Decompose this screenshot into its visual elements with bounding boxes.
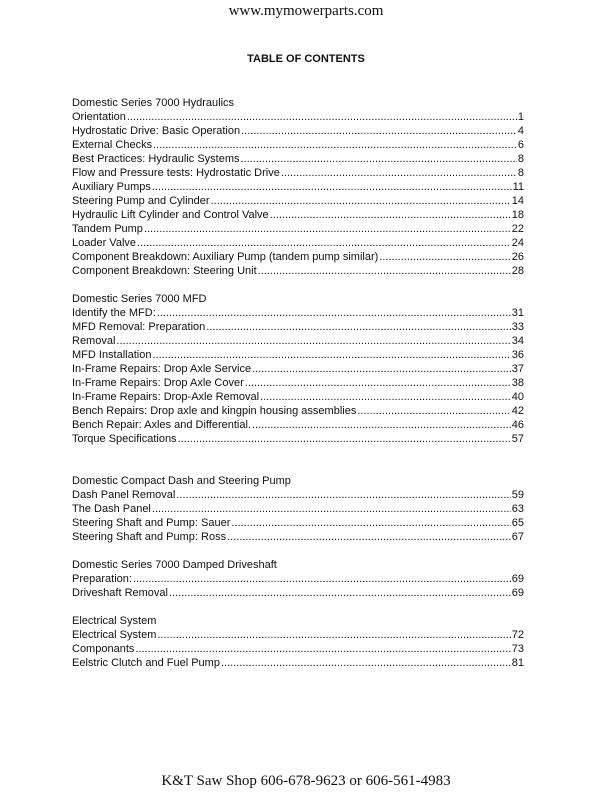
dot-leader: [152, 180, 512, 194]
dot-leader: [176, 488, 510, 502]
dot-leader: [245, 376, 511, 390]
dot-leader: [169, 586, 511, 600]
entry-page-number: 8: [517, 153, 524, 165]
entry-label: Eelstric Clutch and Fuel Pump: [72, 657, 220, 669]
entry-label: Driveshaft Removal: [72, 587, 168, 599]
entry-label: Dash Panel Removal: [72, 489, 176, 501]
entry-page-number: 14: [511, 195, 524, 207]
entry-label: External Checks: [72, 139, 153, 151]
toc-entry[interactable]: [72, 222, 524, 236]
entry-label: Bench Repairs: Drop axle and kingpin housing assemblies: [72, 405, 357, 417]
entry-label: Componants: [72, 643, 135, 655]
entry-page-number: 11: [512, 181, 524, 193]
entry-label: Steering Shaft and Pump: Sauer: [72, 517, 231, 529]
toc-entry[interactable]: [72, 642, 524, 656]
dot-leader: [153, 138, 517, 152]
toc-section-driveshaft: [72, 558, 524, 600]
entry-label: Flow and Pressure tests: Hydrostatic Drive: [72, 167, 280, 179]
entry-label: Identify the MFD:: [72, 307, 156, 319]
entry-label: Steering Shaft and Pump: Ross: [72, 531, 227, 543]
shop-contact-footer: K&T Saw Shop 606-678-9623 or 606-561-4983: [161, 773, 451, 789]
toc-entry[interactable]: [72, 530, 524, 544]
dot-leader: [152, 348, 510, 362]
entry-label: Orientation: [72, 111, 126, 123]
toc-entry[interactable]: [72, 208, 524, 222]
toc-entry[interactable]: [72, 404, 524, 418]
entry-label: Hydraulic Lift Cylinder and Control Valve: [72, 209, 269, 221]
entry-page-number: 24: [511, 237, 524, 249]
dot-leader: [144, 222, 511, 236]
entry-page-number: 22: [511, 223, 524, 235]
entry-page-number: 69: [511, 573, 524, 585]
toc-entry[interactable]: [72, 110, 524, 124]
toc-entry[interactable]: [72, 628, 524, 642]
entry-label: MFD Removal: Preparation: [72, 321, 206, 333]
entry-page-number: 59: [511, 489, 524, 501]
toc-entry[interactable]: [72, 320, 524, 334]
dot-leader: [211, 194, 511, 208]
entry-label: The Dash Panel: [72, 503, 151, 515]
toc-entry[interactable]: [72, 418, 524, 432]
entry-label: Component Breakdown: Steering Unit: [72, 265, 257, 277]
entry-label: Electrical System: [72, 629, 157, 641]
toc-entry[interactable]: [72, 362, 524, 376]
dot-leader: [137, 236, 511, 250]
entry-page-number: 38: [511, 377, 524, 389]
entry-page-number: 26: [511, 251, 524, 263]
entry-label: In-Frame Repairs: Drop Axle Cover: [72, 377, 244, 389]
entry-page-number: 36: [511, 349, 524, 361]
entry-page-number: 33: [511, 321, 524, 333]
dot-leader: [127, 110, 517, 124]
site-url-header: www.mymowerparts.com: [228, 3, 384, 19]
toc-title: TABLE OF CONTENTS: [247, 53, 365, 65]
toc-entry[interactable]: [72, 152, 524, 166]
entry-label: Removal: [72, 335, 116, 347]
entry-label: Tandem Pump: [72, 223, 143, 235]
entry-page-number: 4: [517, 125, 524, 137]
entry-label: In-Frame Repairs: Drop-Axle Removal: [72, 391, 260, 403]
entry-label: Hydrostatic Drive: Basic Operation: [72, 125, 241, 137]
entry-label: Loader Valve: [72, 237, 137, 249]
entry-page-number: 63: [511, 503, 524, 515]
dot-leader: [281, 166, 517, 180]
toc-entry[interactable]: [72, 516, 524, 530]
toc-entry[interactable]: [72, 138, 524, 152]
section-heading: Domestic Series 7000 Damped Driveshaft: [72, 559, 277, 571]
entry-page-number: 40: [511, 391, 524, 403]
section-gap: [72, 278, 524, 292]
toc-entry[interactable]: [72, 264, 524, 278]
toc-entry[interactable]: [72, 390, 524, 404]
section-heading: Domestic Compact Dash and Steering Pump: [72, 475, 291, 487]
entry-page-number: 34: [511, 335, 524, 347]
toc-entry[interactable]: [72, 166, 524, 180]
dot-leader: [270, 208, 511, 222]
entry-page-number: 37: [511, 363, 524, 375]
dot-leader: [152, 502, 511, 516]
dot-leader: [135, 642, 510, 656]
entry-page-number: 8: [517, 167, 524, 179]
entry-page-number: 18: [511, 209, 524, 221]
entry-label: Component Breakdown: Auxiliary Pump (tandem pump similar): [72, 251, 379, 263]
dot-leader: [206, 320, 510, 334]
dot-leader: [221, 656, 511, 670]
entry-label: Preparation:: [72, 573, 132, 585]
toc-entry[interactable]: [72, 432, 524, 446]
entry-page-number: 72: [511, 629, 524, 641]
entry-label: Steering Pump and Cylinder: [72, 195, 210, 207]
dot-leader: [260, 390, 511, 404]
dot-leader: [252, 418, 511, 432]
toc-entry[interactable]: [72, 334, 524, 348]
entry-page-number: 81: [511, 657, 524, 669]
entry-page-number: 1: [517, 111, 524, 123]
table-of-contents: [72, 96, 524, 670]
entry-page-number: 46: [511, 419, 524, 431]
toc-section-electrical: [72, 614, 524, 670]
dot-leader: [157, 628, 510, 642]
toc-entry[interactable]: [72, 124, 524, 138]
toc-entry[interactable]: [72, 236, 524, 250]
toc-section-hydraulics: [72, 96, 524, 278]
section-heading: Domestic Series 7000 MFD: [72, 293, 207, 305]
toc-section-mfd: [72, 292, 524, 446]
entry-label: In-Frame Repairs: Drop Axle Service: [72, 363, 252, 375]
dot-leader: [178, 432, 511, 446]
entry-label: Bench Repair: Axles and Differential.: [72, 419, 251, 431]
section-heading: Electrical System: [72, 615, 157, 627]
dot-leader: [379, 250, 510, 264]
dot-leader: [116, 334, 510, 348]
dot-leader: [357, 404, 510, 418]
toc-entry[interactable]: [72, 348, 524, 362]
toc-entry[interactable]: [72, 572, 524, 586]
dot-leader: [241, 152, 517, 166]
toc-entry[interactable]: [72, 194, 524, 208]
toc-entry[interactable]: [72, 586, 524, 600]
toc-entry[interactable]: [72, 306, 524, 320]
section-heading: Domestic Series 7000 Hydraulics: [72, 97, 235, 109]
entry-page-number: 28: [511, 265, 524, 277]
entry-page-number: 65: [511, 517, 524, 529]
entry-page-number: 69: [511, 587, 524, 599]
section-gap: [72, 600, 524, 614]
section-gap: [72, 544, 524, 558]
section-gap: [72, 446, 524, 474]
toc-entry[interactable]: [72, 488, 524, 502]
entry-label: MFD Installation: [72, 349, 152, 361]
dot-leader: [241, 124, 517, 138]
dot-leader: [133, 572, 511, 586]
dot-leader: [231, 516, 510, 530]
entry-label: Best Practices: Hydraulic Systems: [72, 153, 240, 165]
toc-entry[interactable]: [72, 250, 524, 264]
toc-entry[interactable]: [72, 656, 524, 670]
dot-leader: [258, 264, 511, 278]
toc-entry[interactable]: [72, 180, 524, 194]
entry-page-number: 31: [511, 307, 524, 319]
toc-entry[interactable]: [72, 502, 524, 516]
toc-section-dash-steering: [72, 474, 524, 544]
entry-page-number: 73: [511, 643, 524, 655]
entry-page-number: 6: [517, 139, 524, 151]
dot-leader: [157, 306, 511, 320]
entry-label: Auxiliary Pumps: [72, 181, 151, 193]
entry-page-number: 67: [511, 531, 524, 543]
entry-label: Torque Specifications: [72, 433, 177, 445]
entry-page-number: 57: [511, 433, 524, 445]
dot-leader: [252, 362, 511, 376]
toc-entry[interactable]: [72, 376, 524, 390]
entry-page-number: 42: [511, 405, 524, 417]
dot-leader: [227, 530, 511, 544]
